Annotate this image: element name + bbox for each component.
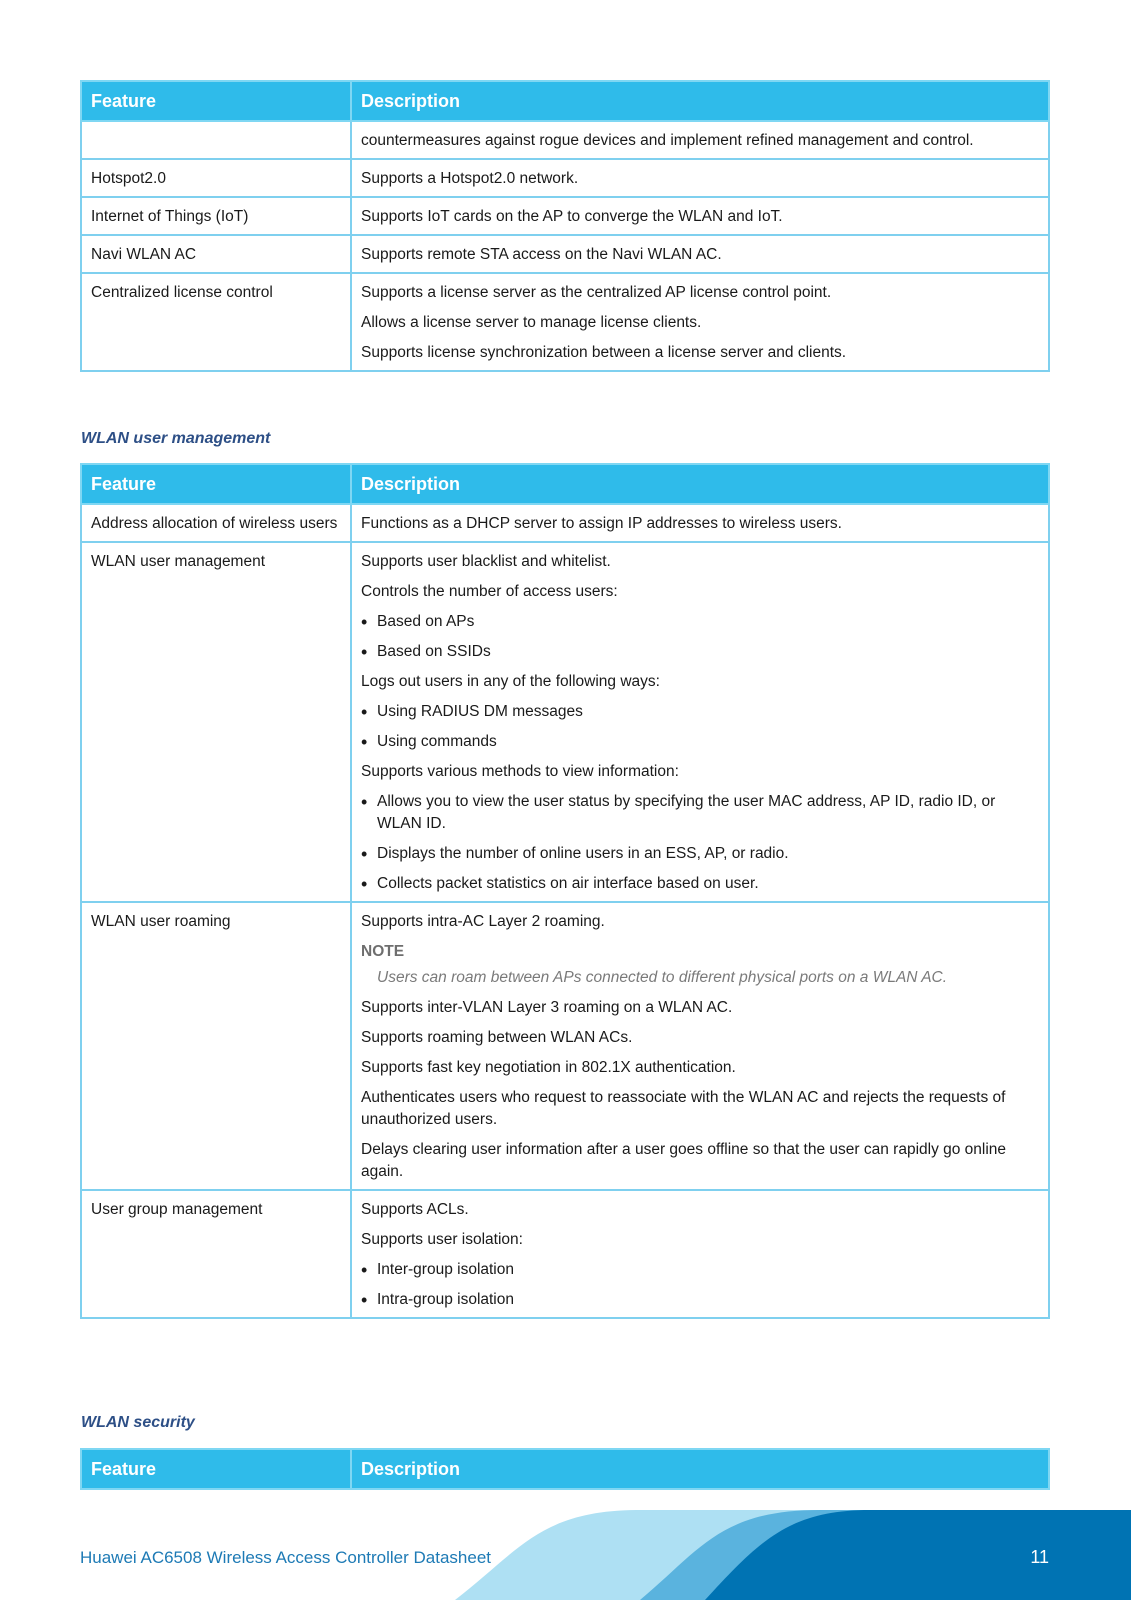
section-title-wlan-security: WLAN security: [81, 1414, 195, 1431]
feature-table-2: [80, 463, 1050, 1319]
table-row: [81, 235, 1049, 273]
bullet-item: • Inter-group isolation: [361, 1259, 1039, 1281]
header-description: Description: [351, 81, 1049, 121]
description-line: Supports various methods to view information:: [361, 763, 679, 780]
feature-cell: Navi WLAN AC: [81, 235, 351, 273]
description-line: Supports inter-VLAN Layer 3 roaming on a WLAN AC.: [361, 999, 733, 1016]
header-description: Description: [351, 1449, 1049, 1489]
feature-cell: Address allocation of wireless users: [81, 504, 351, 542]
description-line: countermeasures against rogue devices and implement refined management and control.: [361, 132, 974, 149]
page-number: 11: [1030, 1547, 1049, 1567]
description-line: Supports a Hotspot2.0 network.: [361, 170, 579, 187]
description-line: Supports a license server as the centralized AP license control point.: [361, 284, 832, 301]
description-cell: [351, 159, 1049, 197]
description-line: Supports remote STA access on the Navi WLAN AC.: [361, 246, 722, 263]
description-line: Authenticates users who request to reassociate with the WLAN AC and rejects the requests of unauthorized users.: [361, 1089, 1006, 1128]
description-cell: [351, 504, 1049, 542]
header-feature: Feature: [81, 464, 351, 504]
bullet-item: • Collects packet statistics on air interface based on user.: [361, 873, 1039, 895]
feature-table-1: [80, 80, 1050, 372]
feature-cell: Centralized license control: [81, 273, 351, 371]
bullet-item: • Using commands: [361, 731, 1039, 753]
description-line: Supports fast key negotiation in 802.1X authentication.: [361, 1059, 736, 1076]
description-cell: [351, 273, 1049, 371]
note-label: NOTE: [361, 943, 405, 960]
header-feature: Feature: [81, 81, 351, 121]
note-text: Users can roam between APs connected to different physical ports on a WLAN AC.: [377, 969, 948, 986]
feature-table-3: [80, 1448, 1050, 1490]
description-cell: [351, 542, 1049, 902]
table-row: [81, 159, 1049, 197]
table-row: [81, 542, 1049, 902]
table-row: [81, 504, 1049, 542]
description-line: Delays clearing user information after a user goes offline so that the user can rapidly go online again.: [361, 1141, 1007, 1180]
description-line: Controls the number of access users:: [361, 583, 618, 600]
feature-cell: Hotspot2.0: [81, 159, 351, 197]
description-line: Supports user blacklist and whitelist.: [361, 553, 611, 570]
description-cell: [351, 121, 1049, 159]
description-cell: [351, 235, 1049, 273]
description-line: Supports license synchronization between a license server and clients.: [361, 344, 847, 361]
description-line: Functions as a DHCP server to assign IP addresses to wireless users.: [361, 515, 842, 532]
bullet-item: • Using RADIUS DM messages: [361, 701, 1039, 723]
feature-cell: [81, 121, 351, 159]
description-line: Supports IoT cards on the AP to converge the WLAN and IoT.: [361, 208, 783, 225]
description-line: Supports intra-AC Layer 2 roaming.: [361, 913, 605, 930]
description-line: Supports user isolation:: [361, 1231, 523, 1248]
feature-cell: WLAN user management: [81, 542, 351, 902]
description-line: Supports ACLs.: [361, 1201, 469, 1218]
table-row: [81, 121, 1049, 159]
table-row: [81, 273, 1049, 371]
feature-cell: User group management: [81, 1190, 351, 1318]
section-title-wlan-user-management: WLAN user management: [81, 430, 271, 447]
table-row: [81, 197, 1049, 235]
description-line: Logs out users in any of the following ways:: [361, 673, 660, 690]
bullet-item: • Based on APs: [361, 611, 1039, 633]
description-cell: [351, 197, 1049, 235]
bullet-item: • Intra-group isolation: [361, 1289, 1039, 1311]
description-cell: [351, 902, 1049, 1190]
feature-cell: WLAN user roaming: [81, 902, 351, 1190]
header-feature: Feature: [81, 1449, 351, 1489]
description-line: Allows a license server to manage license clients.: [361, 314, 702, 331]
description-cell: [351, 1190, 1049, 1318]
header-description: Description: [351, 464, 1049, 504]
table-row: [81, 902, 1049, 1190]
bullet-item: • Displays the number of online users in an ESS, AP, or radio.: [361, 843, 1039, 865]
bullet-item: • Allows you to view the user status by specifying the user MAC address, AP ID, radio ID, or WLAN ID.: [361, 791, 1039, 835]
footer-document-title: Huawei AC6508 Wireless Access Controller Datasheet: [80, 1548, 492, 1567]
bullet-item: • Based on SSIDs: [361, 641, 1039, 663]
table-row: [81, 1190, 1049, 1318]
description-line: Supports roaming between WLAN ACs.: [361, 1029, 633, 1046]
feature-cell: Internet of Things (IoT): [81, 197, 351, 235]
